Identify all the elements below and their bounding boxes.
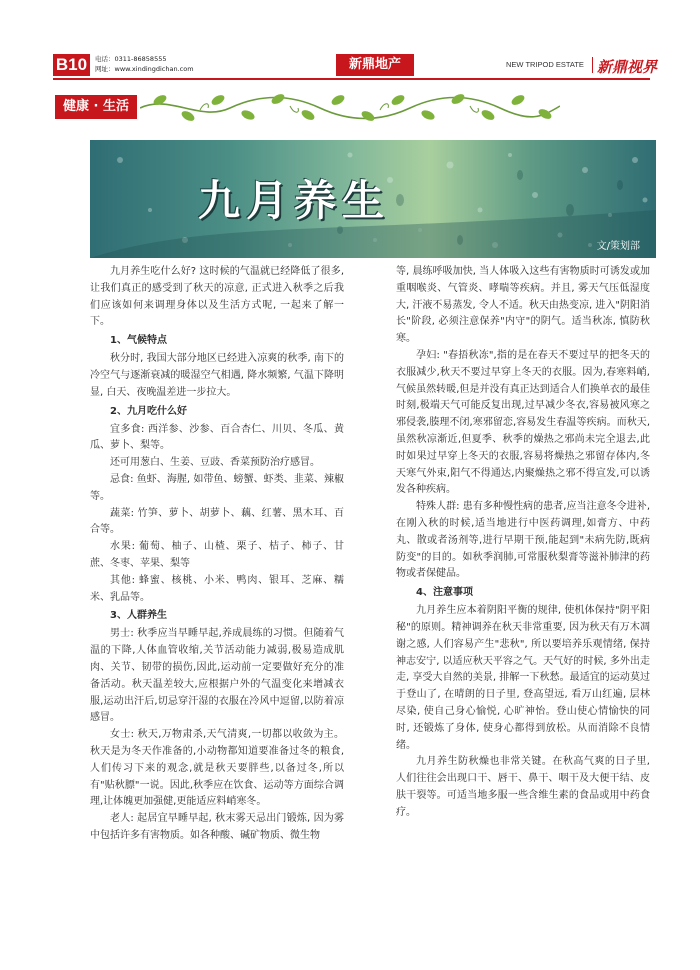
paragraph: 男士: 秋季应当早睡早起,养成晨练的习惯。但随着气温的下降,人体血管收缩,关节活动能力减弱,极易造成肌肉、关节、韧带的损伤,因此,运动前一定要做好充分的准备活动。秋天温差较大,应根据户外的气温变化来增减衣服,运动出汗后,切忌穿汗湿的衣服在冷风中逗留,以防着凉感冒。 xyxy=(90,628,344,724)
paragraph: 秋分时, 我国大部分地区已经进入凉爽的秋季, 南下的冷空气与逐渐衰减的暖湿空气相遇, 降水频繁, 气温下降明显, 白天、夜晚温差进一步拉大。 xyxy=(90,353,344,398)
heading-food: 2、九月吃什么好 xyxy=(110,405,187,417)
paragraph: 还可用葱白、生姜、豆豉、香菜预防治疗感冒。 xyxy=(110,457,320,469)
paragraph: 等, 晨练呼吸加快, 当人体吸入这些有害物质时可诱发或加重咽喉炎、气管炎、哮喘等疾病。并且, 雾天气压低湿度大, 汗液不易蒸发, 令人不适。秋天由热变凉, 进入"阴阳消长"阶段, 必须注意保养"内守"的阴气。适当秋冻, 慎防秋寒。 xyxy=(396,266,650,345)
heading-climate: 1、气候特点 xyxy=(110,335,167,347)
paragraph: 九月养生应本着阴阳平衡的规律, 使机体保持"阴平阳秘"的原则。精神调养在秋天非常重要, 因为秋天有万木凋谢之感, 人们容易产生"悲秋", 所以要培养乐观情绪, 保持神志安宁, 以适应秋天平容之气。天气好的时候, 多外出走走, 享受大自然的美景, 排解一下秋愁。最适宜的运动莫过于登山了, 在晴朗的日子里, 登高望远, 看万山红遍, 层林尽染, 使自己身心愉悦, 心旷神怡。登山使心情愉快的同时, 还锻炼了身体, 使身心都得到放松。从而消除不良情绪。 xyxy=(396,605,650,751)
hero-title: 九月养生 xyxy=(198,176,391,225)
paragraph: 宜多食: 西洋参、沙参、百合杏仁、川贝、冬瓜、黄瓜、萝卜、梨等。 xyxy=(90,423,344,452)
heading-groups: 3、人群养生 xyxy=(110,610,167,622)
website-text: 网址：www.xindingdichan.com xyxy=(95,64,194,73)
paragraph: 孕妇: "春捂秋冻",指的是在春天不要过早的把冬天的衣服减少,秋天不要过早穿上冬天的衣服。因为,春寒料峭,气候虽然转暖,但是并没有真正达到适合人们换单衣的最佳时刻,极端天气可能反复出现,过早减少冬衣,容易被风寒之邪侵袭,腠理不闭,寒邪留恋,容易发生春温等疾病。而秋天,虽然秋凉渐近,但夏季、秋季的燥热之邪尚未完全退去,此时如果过早穿上冬天的衣服,容易将燥热之邪留存体内,冬天寒气外束,阳气不得通达,内聚燥热之邪不得宣发,可以诱发各种疾病。 xyxy=(396,349,650,496)
hero-banner xyxy=(90,140,656,258)
intro-paragraph: 九月养生吃什么好? 这时候的气温就已经降低了很多, 让我们真正的感受到了秋天的凉意, 正式进入秋季之后我们应该如何来调理身体以及生活方式呢, 一起来了解一下。 xyxy=(90,266,344,328)
paragraph: 特殊人群: 患有多种慢性病的患者,应当注意冬令进补,在刚入秋的时候,适当地进行中医药调理,如膏方、中药丸、散或者汤剂等,进行早期干预,能起到"未病先防,既病防变"的目的。如秋季润肺,可常服秋梨膏等滋补肺津的药物或者保健品。 xyxy=(396,501,650,580)
brand-logo: 新鼎视界 xyxy=(597,58,658,76)
right-column xyxy=(396,264,650,822)
heading-notes: 4、注意事项 xyxy=(416,587,473,599)
paragraph: 其他: 蜂蜜、核桃、小米、鸭肉、银耳、芝麻、糯米、乳品等。 xyxy=(90,574,344,603)
paragraph: 水果: 葡萄、柚子、山楂、栗子、桔子、柿子、甘蔗、冬枣、苹果、梨等 xyxy=(90,541,344,569)
estate-english: NEW TRIPOD ESTATE xyxy=(506,60,584,69)
contact-info xyxy=(95,55,194,74)
paragraph: 忌食: 鱼虾、海腥, 如带鱼、螃蟹、虾类、韭菜、辣椒等。 xyxy=(90,473,344,502)
section-title: 新鼎地产 xyxy=(336,54,414,76)
paragraph: 女士: 秋天,万物肃杀,天气清爽,一切都以收敛为主。秋天是为冬天作准备的,小动物都知道要准备过冬的粮食,人们传习下来的观念,就是秋天要胖些,以备过冬,所以有"贴秋膘"一说。因此,秋季应在饮食、运动等方面综合调理,让体魄更加强健,更能适应料峭寒冬。 xyxy=(90,729,344,808)
page-number: B10 xyxy=(53,54,90,76)
header-rule xyxy=(53,78,650,80)
left-column xyxy=(90,264,344,845)
section-label: 健康 · 生活 xyxy=(55,95,137,119)
paragraph: 老人: 起居宜早睡早起, 秋末雾天忌出门锻炼, 因为雾中包括许多有害物质。如各种酸、碱矿物质、微生物 xyxy=(90,813,344,841)
phone-text: 电话：0311-86858555 xyxy=(95,55,167,63)
page-header xyxy=(53,54,658,76)
paragraph: 蔬菜: 竹笋、萝卜、胡萝卜、藕、红薯、黑木耳、百合等。 xyxy=(90,507,344,536)
byline: 文/策划部 xyxy=(596,241,640,252)
header-divider xyxy=(592,57,593,73)
paragraph: 九月养生防秋燥也非常关键。在秋高气爽的日子里, 人们往往会出现口干、唇干、鼻干、咽干及大便干结、皮肤干裂等。可适当地多服一些含维生素的食品或用中药食疗。 xyxy=(396,756,650,818)
vine-decoration xyxy=(140,88,560,124)
